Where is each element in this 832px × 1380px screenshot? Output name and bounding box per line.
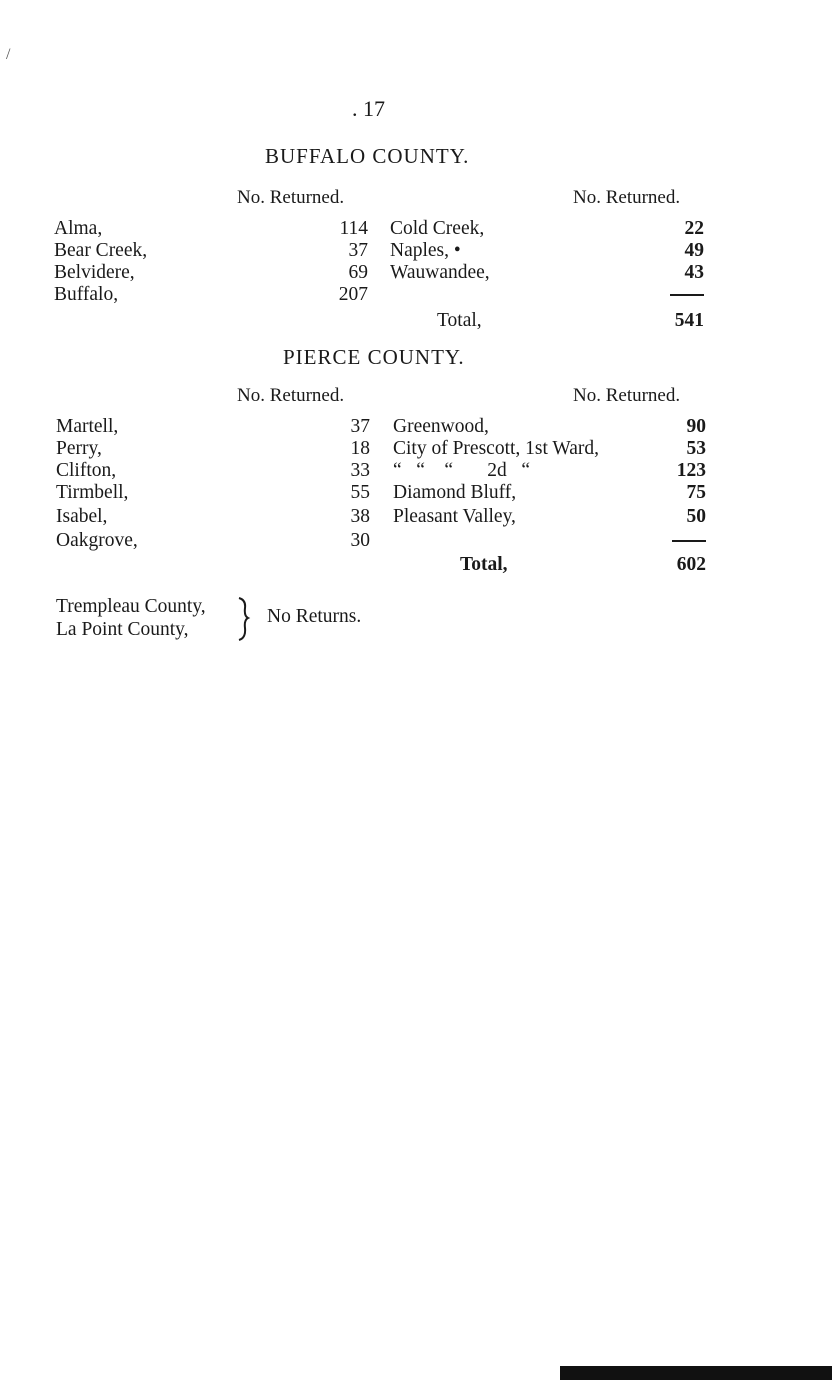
table-row-value: 55	[350, 482, 370, 503]
total-rule	[672, 540, 706, 542]
table-row-value: 114	[339, 218, 368, 239]
table-row-value: 30	[350, 530, 370, 551]
pierce-left-column-header: No. Returned.	[237, 385, 345, 406]
table-row-value: 43	[684, 262, 704, 283]
margin-mark: /	[6, 46, 11, 63]
buffalo-county-heading: BUFFALO COUNTY.	[265, 144, 470, 168]
table-row-name: Alma,	[54, 218, 103, 239]
pierce-right-column-header: No. Returned.	[573, 385, 681, 406]
table-row-value: 69	[348, 262, 368, 283]
table-row-name: Naples, •	[390, 240, 461, 261]
pierce-total-value: 602	[676, 554, 706, 575]
table-row-value: 33	[350, 460, 370, 481]
buffalo-total-value: 541	[674, 310, 704, 331]
no-returns-label: No Returns.	[267, 606, 362, 627]
table-row-value: 22	[684, 218, 704, 239]
table-row-name: Bear Creek,	[54, 240, 148, 261]
table-row-value: 50	[686, 506, 706, 527]
table-row-value: 90	[686, 416, 706, 437]
table-row-name: “ “ “ 2d “	[393, 460, 530, 481]
table-row-name: Pleasant Valley,	[393, 506, 516, 527]
table-row-name: Belvidere,	[54, 262, 135, 283]
no-returns-county: La Point County,	[56, 619, 189, 640]
table-row-name: Clifton,	[56, 460, 117, 481]
no-returns-county: Trempleau County,	[56, 596, 206, 617]
table-row-value: 38	[350, 506, 370, 527]
buffalo-left-column-header: No. Returned.	[237, 187, 345, 208]
table-row-value: 49	[684, 240, 704, 261]
table-row-name: Tirmbell,	[56, 482, 129, 503]
buffalo-right-column-header: No. Returned.	[573, 187, 681, 208]
table-row-name: Diamond Bluff,	[393, 482, 517, 503]
table-row-name: Isabel,	[56, 506, 108, 527]
pierce-total-label: Total,	[460, 554, 508, 575]
table-row-name: Wauwandee,	[390, 262, 490, 283]
page-edge-bar	[560, 1366, 832, 1380]
table-row-value: 18	[350, 438, 370, 459]
table-row-value: 75	[686, 482, 706, 503]
table-row-name: City of Prescott, 1st Ward,	[393, 438, 600, 459]
brace-mark	[236, 596, 252, 642]
total-rule	[670, 294, 704, 296]
table-row-value: 53	[686, 438, 706, 459]
table-row-name: Oakgrove,	[56, 530, 138, 551]
table-row-value: 123	[676, 460, 706, 481]
table-row-value: 37	[350, 416, 370, 437]
table-row-value: 207	[338, 284, 368, 305]
page-number: . 17	[352, 96, 385, 121]
table-row-name: Perry,	[56, 438, 102, 459]
pierce-county-heading: PIERCE COUNTY.	[283, 345, 465, 369]
table-row-value: 37	[348, 240, 368, 261]
table-row-name: Martell,	[56, 416, 119, 437]
table-row-name: Buffalo,	[54, 284, 119, 305]
table-row-name: Greenwood,	[393, 416, 489, 437]
buffalo-total-label: Total,	[437, 310, 482, 331]
table-row-name: Cold Creek,	[390, 218, 485, 239]
